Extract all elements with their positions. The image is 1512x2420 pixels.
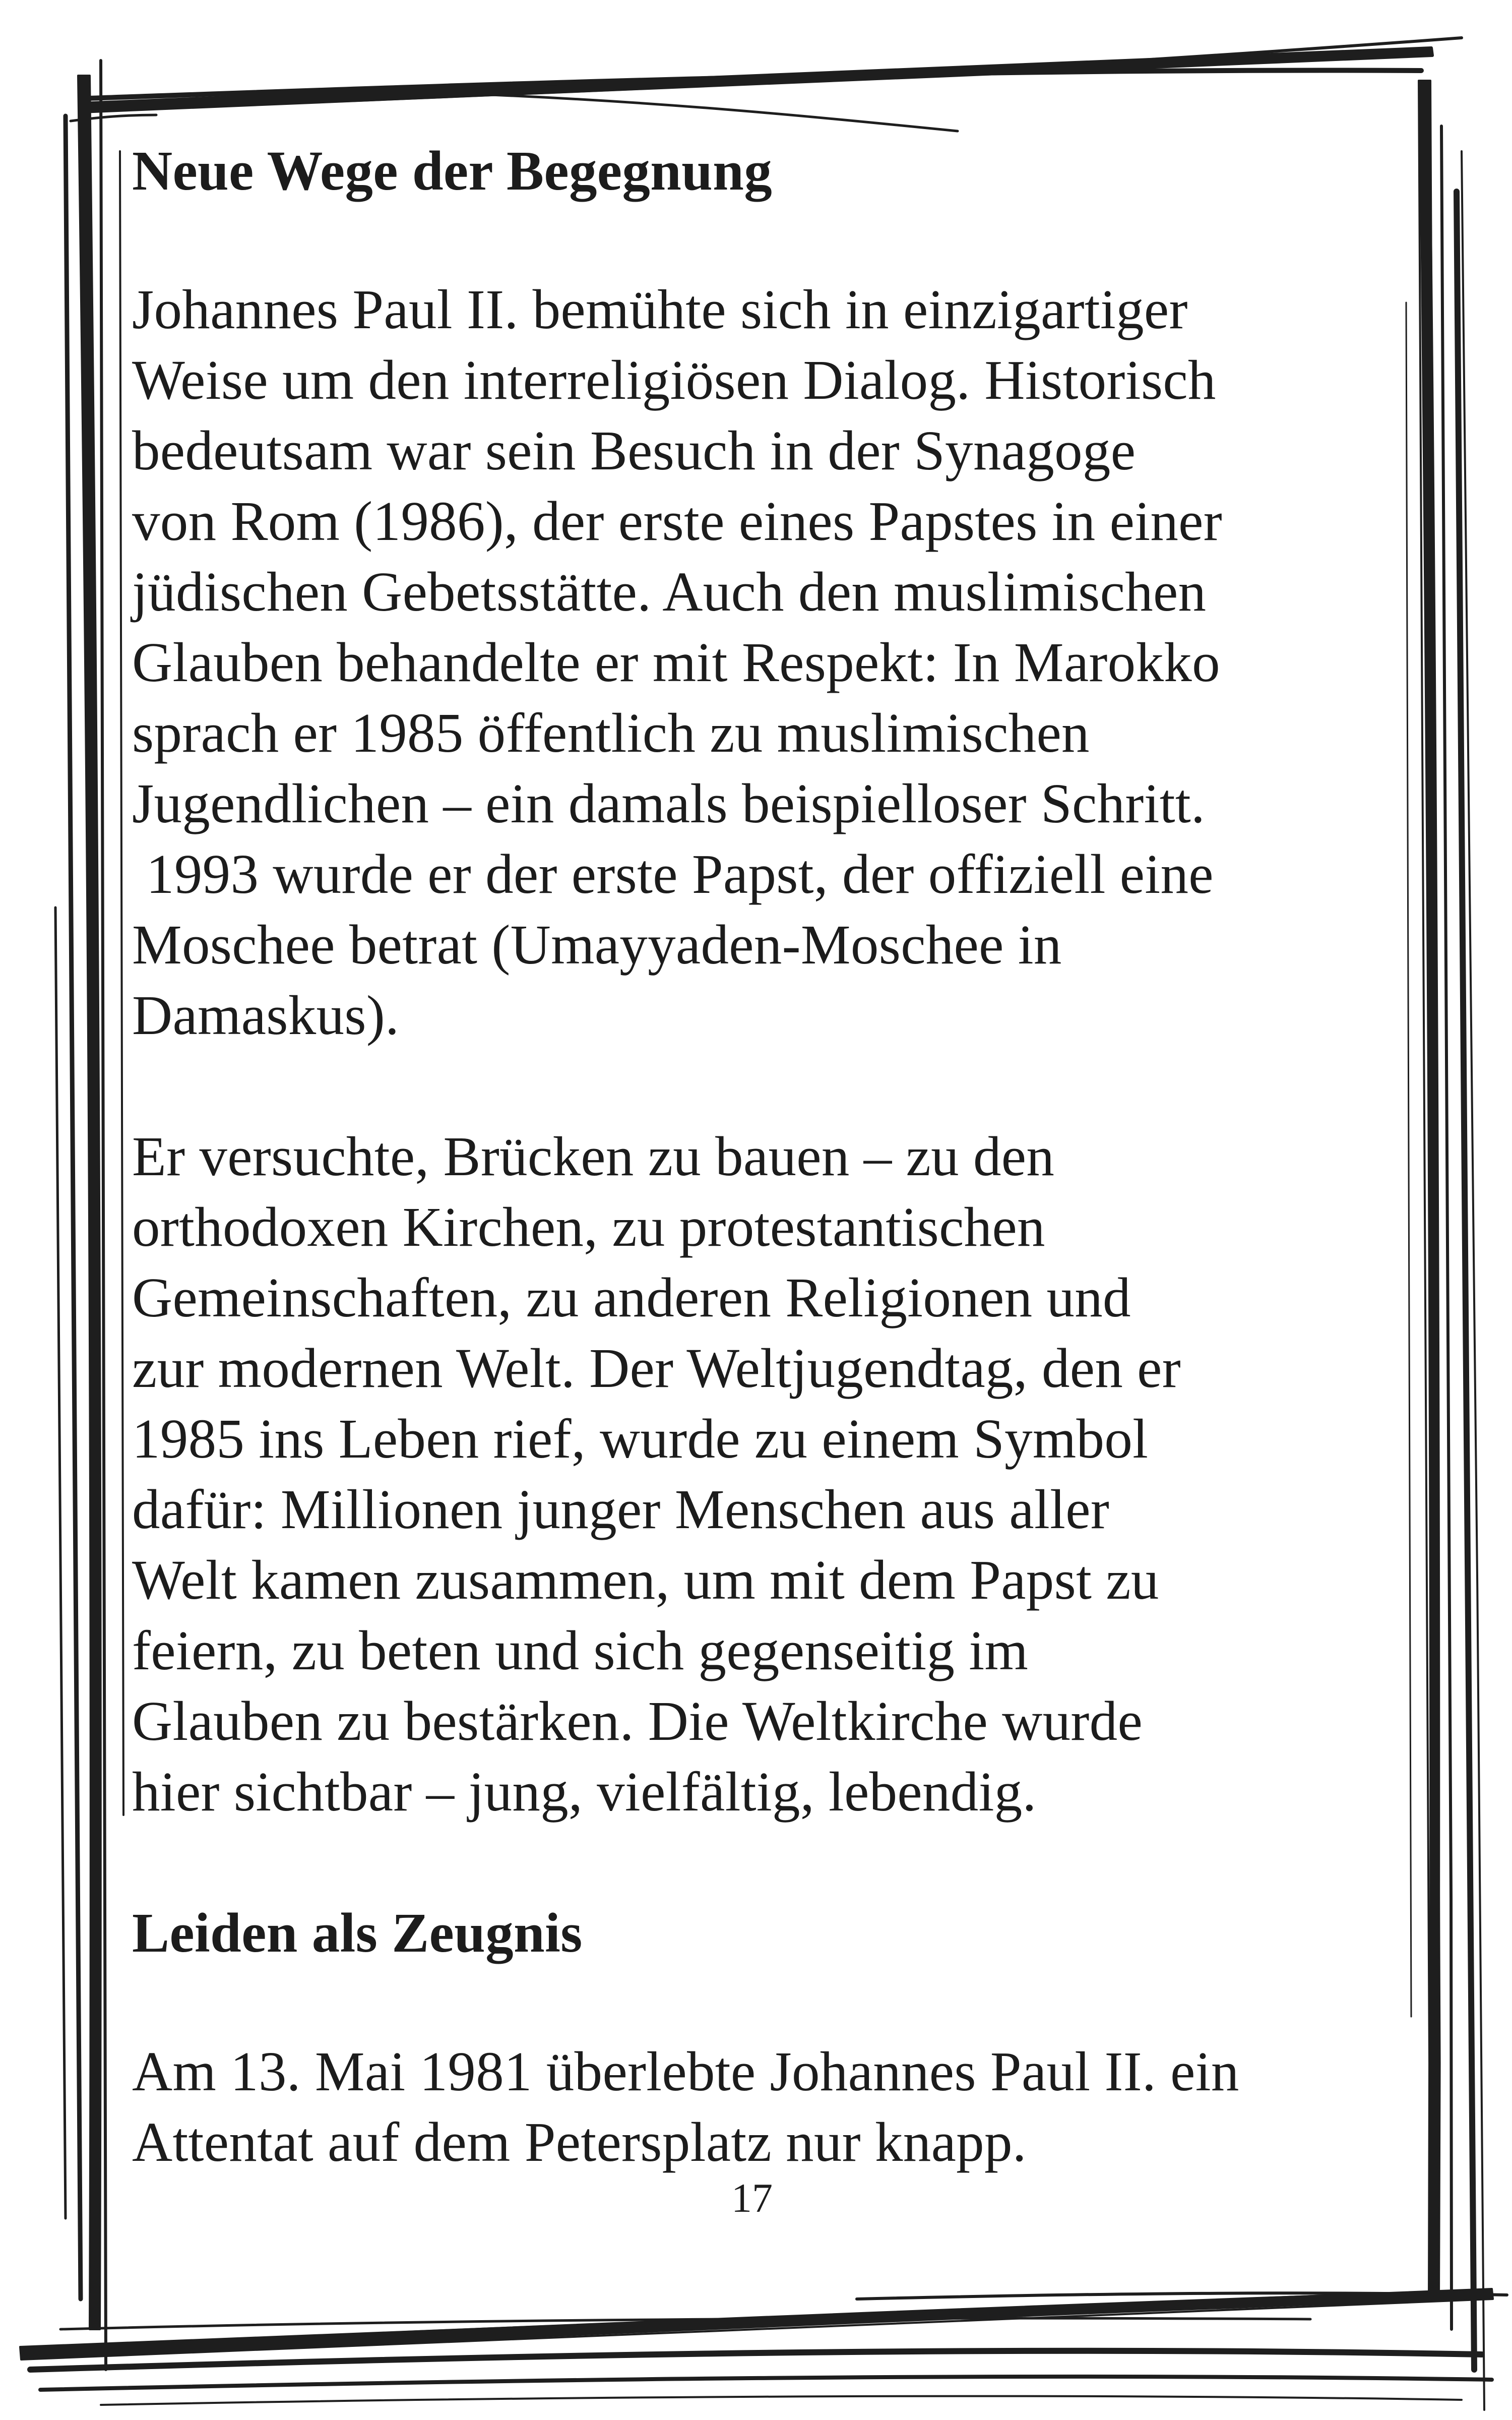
paragraph-line: zur modernen Welt. Der Weltjugendtag, den er	[132, 1338, 1181, 1400]
paragraph-line: Am 13. Mai 1981 überlebte Johannes Paul II. ein	[132, 2041, 1239, 2103]
paragraph-line: 1985 ins Leben rief, wurde zu einem Symbol	[132, 1408, 1149, 1470]
paragraph-line: Attentat auf dem Petersplatz nur knapp.	[132, 2111, 1027, 2173]
paragraph-line: Welt kamen zusammen, um mit dem Papst zu	[132, 1549, 1159, 1611]
paragraph-line: von Rom (1986), der erste eines Papstes in einer	[132, 491, 1222, 553]
paragraph-line: hier sichtbar – jung, vielfältig, lebendig.	[132, 1761, 1037, 1823]
paragraph-line: bedeutsam war sein Besuch in der Synagoge	[132, 420, 1136, 482]
paragraph-line: dafür: Millionen junger Menschen aus aller	[132, 1479, 1110, 1541]
page-number: 17	[731, 2175, 773, 2221]
paragraph-line: 1993 wurde er der erste Papst, der offiziell eine	[132, 843, 1214, 905]
section-heading-neue-wege: Neue Wege der Begegnung	[132, 140, 773, 202]
paragraph-line: orthodoxen Kirchen, zu protestantischen	[132, 1196, 1045, 1258]
paragraph-line: jüdischen Gebetsstätte. Auch den muslimischen	[132, 561, 1207, 623]
paragraph-line: Er versuchte, Brücken zu bauen – zu den	[132, 1126, 1055, 1188]
paragraph-line: Glauben zu bestärken. Die Weltkirche wurde	[132, 1690, 1143, 1752]
paragraph-line: sprach er 1985 öffentlich zu muslimischen	[132, 702, 1090, 764]
paragraph-line: Jugendlichen – ein damals beispielloser Schritt.	[132, 773, 1206, 835]
paragraph-line: Johannes Paul II. bemühte sich in einzigartiger	[132, 279, 1188, 341]
paragraph-line: Gemeinschaften, zu anderen Religionen und	[132, 1267, 1131, 1329]
paragraph-line: feiern, zu beten und sich gegenseitig im	[132, 1620, 1029, 1682]
paragraph-line: Damaskus).	[132, 985, 400, 1047]
section-heading-leiden: Leiden als Zeugnis	[132, 1902, 583, 1964]
page-content	[132, 126, 1422, 2223]
paragraph-line: Glauben behandelte er mit Respekt: In Marokko	[132, 632, 1220, 694]
paragraph-line: Moschee betrat (Umayyaden-Moschee in	[132, 914, 1062, 976]
paragraph-line: Weise um den interreligiösen Dialog. Historisch	[132, 349, 1216, 411]
